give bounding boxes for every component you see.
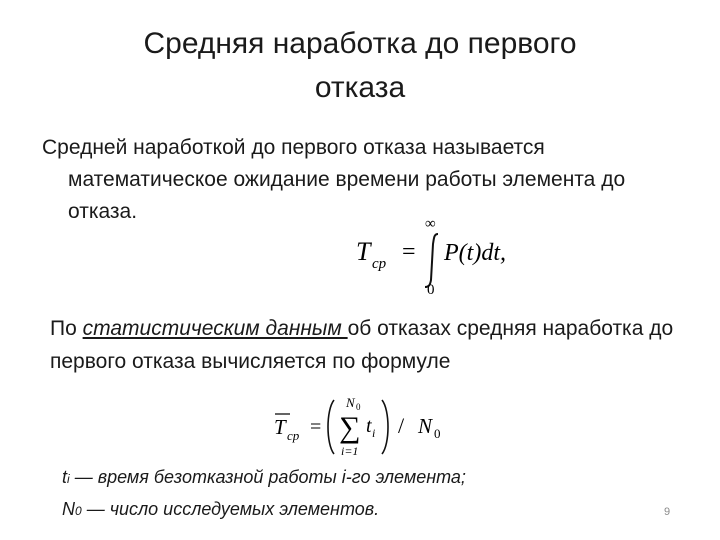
statistical-after: об отказах средняя наработка до первого отказа вычисляется по формуле [50,317,674,373]
definition-rest: математическое ожидание времени работы элемента до отказа. [68,168,626,223]
definition-line1: Средней наработкой до первого отказа называется [42,136,545,159]
legend-item [62,494,662,526]
slide-title-line1: Средняя наработка до первого [143,27,577,60]
legend-symbol-sub: 0 [75,504,82,518]
formula2-equals: = [310,416,322,438]
formula1-lhs-sub: cp [372,256,387,272]
formula1-lhs: T [356,237,371,266]
legend-symbol: N [62,499,75,519]
formula2-sum-upper-sub: 0 [356,402,361,412]
page-number: 9 [664,506,671,518]
formula2-lhs-sub: cp [287,428,300,443]
legend-text: — время безотказной работы i-го элемента; [69,467,466,487]
legend-symbol: t [62,467,68,487]
formula2-term: t [366,415,372,437]
formula2-denominator-sub: 0 [434,426,441,441]
formula2-divide: / [398,413,405,438]
mean-time-integral-formula [352,214,532,298]
summation-icon: ∑ [339,411,361,444]
formula2-denominator: N [418,414,433,438]
integral-sign-icon [425,234,438,287]
formula1-integrand: P(t)dt, [444,240,506,266]
formula2-lhs: T [274,415,286,439]
statistical-before: По [50,317,83,340]
mean-time-statistical-formula [268,392,458,462]
symbol-legend [62,462,662,526]
legend-item [62,462,662,494]
legend-text: — число исследуемых элементов. [81,499,380,519]
slide-title [60,22,660,110]
slide-title-line2: отказа [314,71,406,104]
formula2-sum-upper: N [346,395,355,410]
formula2-term-sub: i [372,426,376,440]
formula2-sum-lower: i=1 [341,444,359,458]
left-paren-icon [328,400,334,454]
statistical-paragraph [50,312,690,378]
right-paren-icon [382,400,388,454]
legend-symbol-sub: i [67,472,70,486]
statistical-data-link: статистическим данным [82,317,348,340]
formula1-upper-limit: ∞ [425,216,436,232]
formula1-equals: = [402,239,416,265]
formula1-lower-limit: 0 [427,282,435,298]
